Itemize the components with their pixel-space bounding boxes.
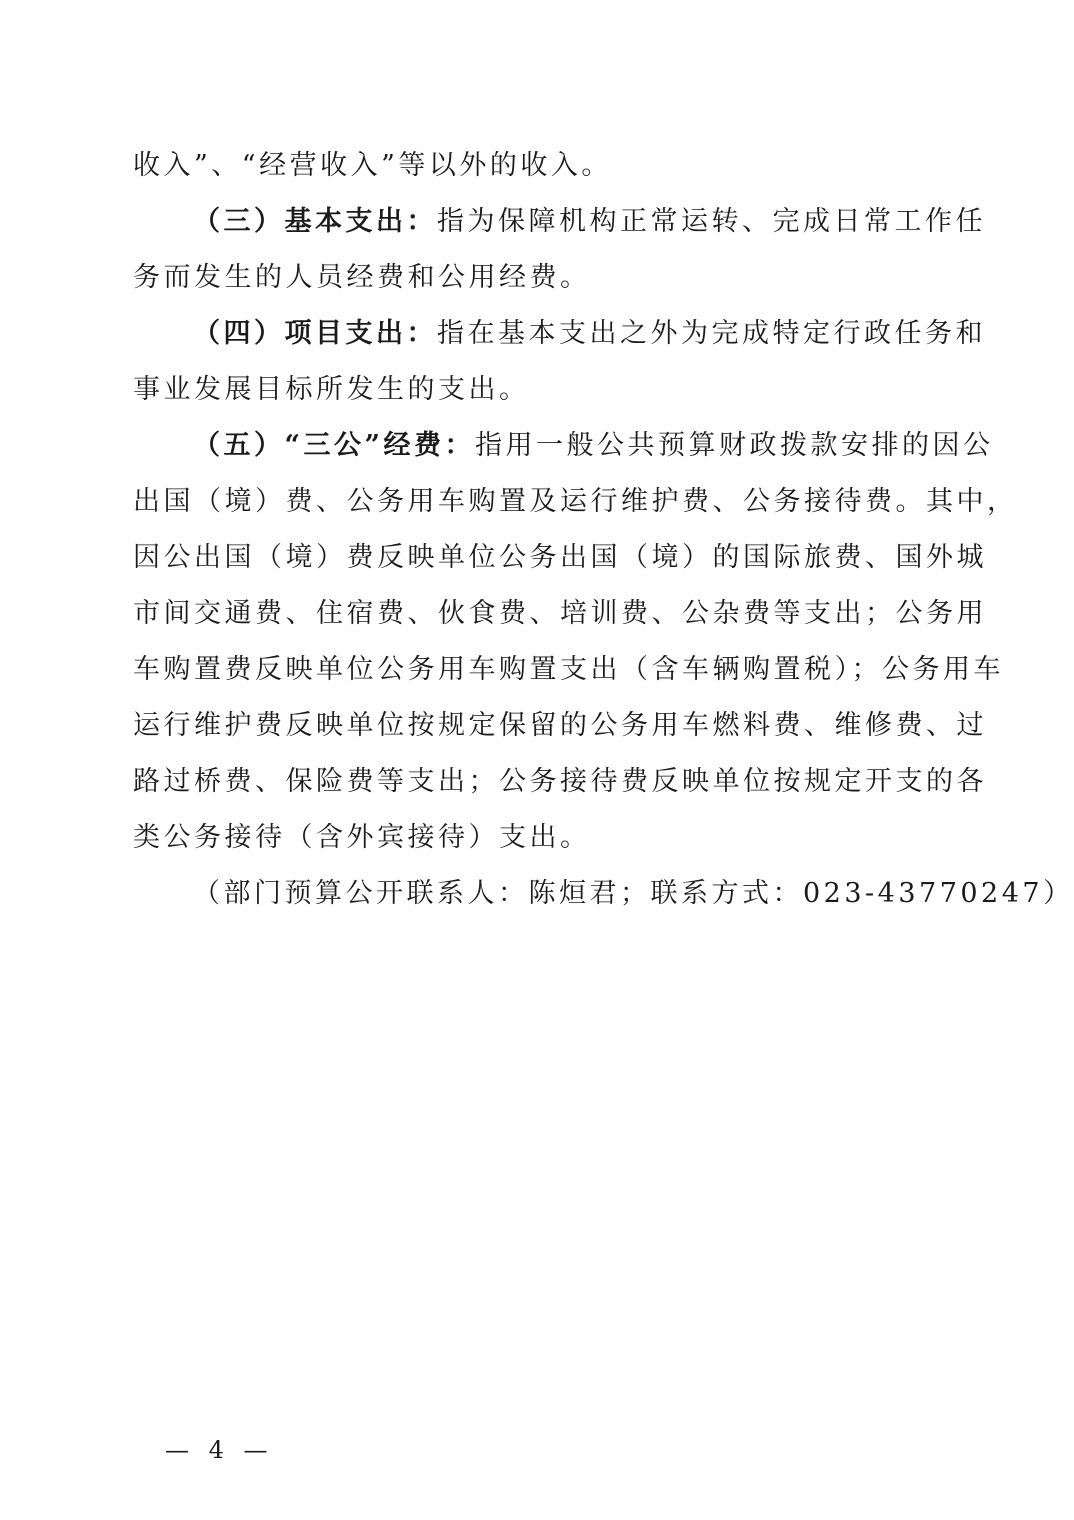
page-number: — 4 — xyxy=(165,1436,274,1464)
section-heading: （三）基本支出： xyxy=(193,206,437,237)
text-line-3 xyxy=(133,250,945,306)
text-line-1 xyxy=(133,138,945,194)
line-text: 事业发展目标所发生的支出。 xyxy=(133,374,530,405)
line-text: 路过桥费、保险费等支出；公务接待费反映单位按规定开支的各 xyxy=(133,766,987,797)
section-four-project-expenditure xyxy=(133,306,986,362)
section-heading: （四）项目支出： xyxy=(193,318,437,349)
line-text: 类公务接待（含外宾接待）支出。 xyxy=(133,822,591,853)
document-body xyxy=(133,138,1074,922)
line-text: 指用一般公共预算财政拨款安排的因公 xyxy=(475,430,994,461)
line-text: 收入”、“经营收入”等以外的收入。 xyxy=(133,150,612,181)
section-three-basic-expenditure xyxy=(133,194,986,250)
text-line-13 xyxy=(133,810,945,866)
line-text: 务而发生的人员经费和公用经费。 xyxy=(133,262,591,293)
line-text: 因公出国（境）费反映单位公务出国（境）的国际旅费、国外城 xyxy=(133,542,987,573)
line-text: 市间交通费、住宿费、伙食费、培训费、公杂费等支出；公务用 xyxy=(133,598,987,629)
contact-line xyxy=(133,866,1074,922)
line-text: 出国（境）费、公务用车购置及运行维护费、公务接待费。其中， xyxy=(133,486,1018,517)
text-line-11 xyxy=(133,698,987,754)
line-text: 指为保障机构正常运转、完成日常工作任 xyxy=(437,206,986,237)
line-text: 指在基本支出之外为完成特定行政任务和 xyxy=(437,318,986,349)
contact-text: （部门预算公开联系人：陈烜君；联系方式：023-43770247） xyxy=(193,878,1074,909)
text-line-12 xyxy=(133,754,987,810)
line-text: 车购置费反映单位公务用车购置支出（含车辆购置税）；公务用车 xyxy=(133,654,1004,685)
section-five-three-public-expenses xyxy=(133,418,994,474)
section-heading: （五）“三公”经费： xyxy=(193,430,476,461)
line-text: 运行维护费反映单位按规定保留的公务用车燃料费、维修费、过 xyxy=(133,710,987,741)
text-line-10 xyxy=(133,642,1004,698)
text-line-8 xyxy=(133,530,987,586)
text-line-7 xyxy=(133,474,1018,530)
text-line-5 xyxy=(133,362,945,418)
text-line-9 xyxy=(133,586,987,642)
